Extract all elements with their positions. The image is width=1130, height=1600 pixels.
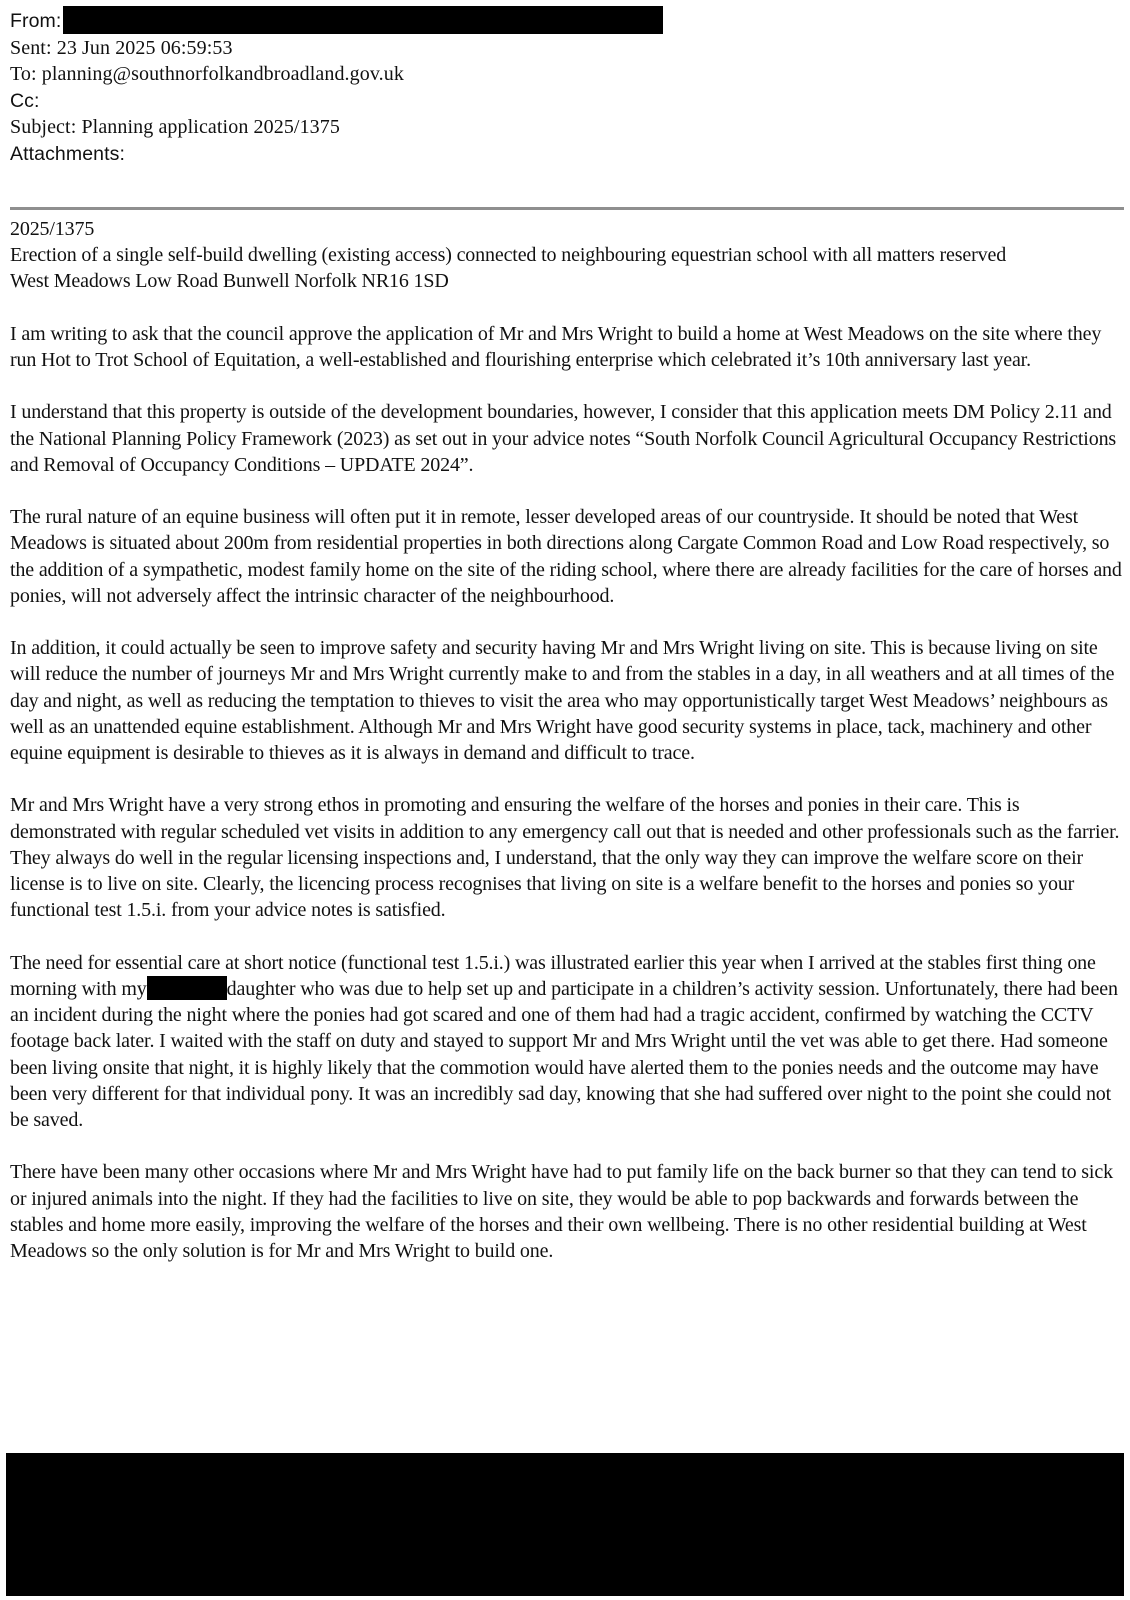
cc-line: Cc: (10, 89, 40, 112)
signature-redaction (6, 1453, 1124, 1596)
paragraph-2: I understand that this property is outside of the development boundaries, however, I consider that this application meets DM Policy 2.11 and the National Planning Policy Framework (2023) as set out in your advice notes “South Norfolk Council Agricultural Occupancy Restrictions and Removal of Occupancy Conditions – UPDATE 2024”. (10, 401, 1117, 476)
paragraph-6 (10, 950, 1122, 1134)
paragraph-5: Mr and Mrs Wright have a very strong ethos in promoting and ensuring the welfare of the horses and ponies in their care. This is demonstrated with regular scheduled vet visits in addition to any emergency call out that is needed and other professionals such as the farrier. They always do well in the regular licensing inspections and, I understand, that the only way they can improve the welfare score on their license is to live on site. Clearly, the licencing process recognises that living on site is a welfare benefit to the horses and ponies so your functional test 1.5.i. from your advice notes is satisfied. (10, 794, 1120, 922)
from-label: From: (10, 10, 62, 32)
inline-redaction (147, 976, 227, 1000)
paragraph-6-end: daughter who was due to help set up and participate in a children’s activity session. Unfortunately, there had been an incident during the night where the ponies had got scared and one of them had had a tragic accident, confirmed by watching the CCTV footage back later. I waited with the staff on duty and stayed to support Mr and Mrs Wright until the vet was able to get there. Had someone been living onsite that night, it is highly likely that the commotion would have alerted them to the ponies needs and the outcome may have been very different for that individual pony. It was an incredibly sad day, knowing that she had suffered over night to the point she could not be saved. (10, 977, 1118, 1132)
email-header (10, 8, 663, 167)
paragraph-1: I am writing to ask that the council approve the application of Mr and Mrs Wright to build a home at West Meadows on the site where they run Hot to Trot School of Equitation, a well-established and flourishing enterprise which celebrated it’s 10th anniversary last year. (10, 322, 1102, 371)
paragraph-7: There have been many other occasions where Mr and Mrs Wright have had to put family life on the back burner so that they can tend to sick or injured animals into the night. If they had the facilities to live on site, they would be able to pop backwards and forwards between the stables and home more easily, improving the welfare of the horses and their own wellbeing. There is no other residential building at West Meadows so the only solution is for Mr and Mrs Wright to build one. (10, 1161, 1113, 1263)
sent-line: Sent: 23 Jun 2025 06:59:53 (10, 36, 233, 59)
application-address: West Meadows Low Road Bunwell Norfolk NR16 1SD (10, 270, 449, 293)
application-reference: 2025/1375 (10, 218, 95, 240)
to-line: To: planning@southnorfolkandbroadland.gov.uk (10, 63, 404, 85)
from-line (10, 8, 663, 35)
email-body (10, 216, 1122, 1290)
subject-line: Subject: Planning application 2025/1375 (10, 116, 340, 138)
attachments-line: Attachments: (10, 142, 126, 165)
paragraph-6-start: The need for essential care at short notice (functional test 1.5.i.) was illustrated earlier this year when I arrived at the stables first thing one morning with my (10, 951, 1096, 1000)
header-divider (10, 207, 1124, 210)
paragraph-4: In addition, it could actually be seen to improve safety and security having Mr and Mrs Wright living on site. This is because living on site will reduce the number of journeys Mr and Mrs Wright currently make to and from the stables in a day, in all weathers and at all times of the day and night, as well as reducing the temptation to thieves to visit the area who may opportunistically target West Meadows’ neighbours as well as an unattended equine establishment. Although Mr and Mrs Wright have good security systems in place, tack, machinery and other equine equipment is desirable to thieves as it is always in demand and difficult to trace. (10, 637, 1115, 764)
paragraph-3: The rural nature of an equine business will often put it in remote, lesser developed areas of our countryside. It should be noted that West Meadows is situated about 200m from residential properties in both directions along Cargate Common Road and Low Road respectively, so the addition of a sympathetic, modest family home on the site of the riding school, where there are already facilities for the care of horses and ponies, will not adversely affect the intrinsic character of the neighbourhood. (10, 506, 1122, 607)
from-redaction (63, 6, 663, 34)
application-description: Erection of a single self-build dwelling (existing access) connected to neighbouring equestrian school with all matters reserved (10, 244, 1007, 267)
application-block (10, 216, 1122, 295)
